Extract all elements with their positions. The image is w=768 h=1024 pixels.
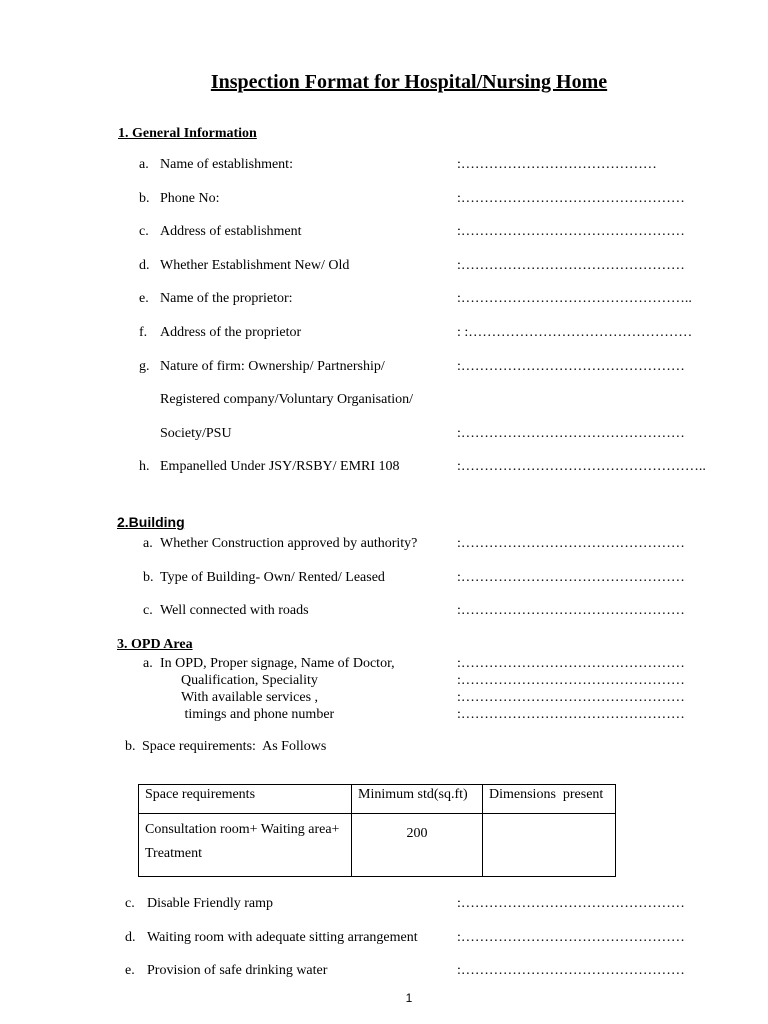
item-letter: a. bbox=[143, 656, 153, 671]
fill-in-field[interactable]: :………………………………………… bbox=[457, 603, 685, 618]
item-label-continued: With available services , bbox=[181, 690, 319, 705]
fill-in-field[interactable]: : :………………………………………… bbox=[457, 325, 693, 340]
fill-in-field[interactable]: :………………………………………… bbox=[457, 191, 685, 206]
item-letter: c. bbox=[125, 896, 135, 911]
item-label: Nature of firm: Ownership/ Partnership/ bbox=[160, 359, 385, 374]
fill-in-field[interactable]: :………………………………………….. bbox=[457, 291, 692, 306]
fill-in-field[interactable]: :…………………………………………….. bbox=[457, 459, 706, 474]
section-3-heading: 3. OPD Area bbox=[117, 637, 193, 652]
item-letter: d. bbox=[125, 930, 136, 945]
fill-in-field[interactable]: :………………………………………… bbox=[457, 426, 685, 441]
item-label-continued: Registered company/Voluntary Organisation/ bbox=[160, 392, 413, 407]
item-label-continued: timings and phone number bbox=[181, 707, 335, 722]
fill-in-field[interactable]: :………………………………………… bbox=[457, 258, 685, 273]
item-label-continued: Society/PSU bbox=[160, 426, 232, 441]
table-header-cell: Minimum std(sq.ft) bbox=[352, 785, 483, 814]
item-label-continued: Qualification, Speciality bbox=[181, 673, 318, 688]
item-label: Disable Friendly ramp bbox=[147, 896, 273, 911]
item-letter: d. bbox=[139, 258, 150, 273]
item-label: Provision of safe drinking water bbox=[147, 963, 328, 978]
item-letter: b. bbox=[125, 739, 136, 754]
item-label: Well connected with roads bbox=[160, 603, 309, 618]
item-letter: h. bbox=[139, 459, 150, 474]
fill-in-field[interactable]: :………………………………………… bbox=[457, 536, 685, 551]
item-label: Whether Construction approved by authority? bbox=[160, 536, 418, 551]
item-letter: a. bbox=[139, 157, 149, 172]
item-label: In OPD, Proper signage, Name of Doctor, bbox=[160, 656, 395, 671]
space-requirements-table bbox=[138, 784, 616, 877]
item-label: Name of establishment: bbox=[160, 157, 293, 172]
fill-in-field[interactable]: :………………………………………… bbox=[457, 224, 685, 239]
table-header-row bbox=[139, 785, 616, 814]
fill-in-field[interactable]: :………………………………………… bbox=[457, 896, 685, 911]
table-header-cell: Dimensions present bbox=[483, 785, 616, 814]
item-letter: f. bbox=[139, 325, 148, 340]
section-1-heading: 1. General Information bbox=[118, 126, 257, 141]
table-cell-line: Treatment bbox=[145, 846, 203, 861]
table-row bbox=[139, 814, 616, 877]
item-label: Waiting room with adequate sitting arrangement bbox=[147, 930, 418, 945]
table-cell-line: Consultation room+ Waiting area+ bbox=[145, 822, 340, 837]
item-label: Empanelled Under JSY/RSBY/ EMRI 108 bbox=[160, 459, 400, 474]
item-letter: e. bbox=[125, 963, 135, 978]
item-letter: a. bbox=[143, 536, 153, 551]
document-title: Inspection Format for Hospital/Nursing Home bbox=[210, 71, 608, 93]
fill-in-field[interactable]: :…………………………………… bbox=[457, 157, 657, 172]
item-letter: c. bbox=[139, 224, 149, 239]
fill-in-field[interactable]: :………………………………………… bbox=[457, 359, 685, 374]
fill-in-field[interactable]: :………………………………………… bbox=[457, 656, 685, 671]
item-label: Address of the proprietor bbox=[160, 325, 302, 340]
item-letter: g. bbox=[139, 359, 150, 374]
fill-in-field[interactable]: :………………………………………… bbox=[457, 690, 685, 705]
item-letter: e. bbox=[139, 291, 149, 306]
page-number: 1 bbox=[405, 991, 413, 1005]
fill-in-field[interactable]: :………………………………………… bbox=[457, 930, 685, 945]
item-letter: b. bbox=[139, 191, 150, 206]
item-letter: b. bbox=[143, 570, 154, 585]
item-label: Space requirements: As Follows bbox=[142, 739, 327, 754]
table-cell-space-type bbox=[139, 814, 352, 877]
item-label: Whether Establishment New/ Old bbox=[160, 258, 350, 273]
fill-in-field[interactable]: :………………………………………… bbox=[457, 963, 685, 978]
table-cell-min-std: 200 bbox=[352, 814, 483, 877]
item-label: Name of the proprietor: bbox=[160, 291, 293, 306]
item-label: Address of establishment bbox=[160, 224, 302, 239]
fill-in-field[interactable]: :………………………………………… bbox=[457, 570, 685, 585]
table-cell-dimensions[interactable] bbox=[483, 814, 616, 877]
item-label: Phone No: bbox=[160, 191, 220, 206]
section-2-heading: 2.Building bbox=[117, 514, 185, 530]
fill-in-field[interactable]: :………………………………………… bbox=[457, 707, 685, 722]
table-header-cell: Space requirements bbox=[139, 785, 352, 814]
item-letter: c. bbox=[143, 603, 153, 618]
fill-in-field[interactable]: :………………………………………… bbox=[457, 673, 685, 688]
item-label: Type of Building- Own/ Rented/ Leased bbox=[160, 570, 385, 585]
